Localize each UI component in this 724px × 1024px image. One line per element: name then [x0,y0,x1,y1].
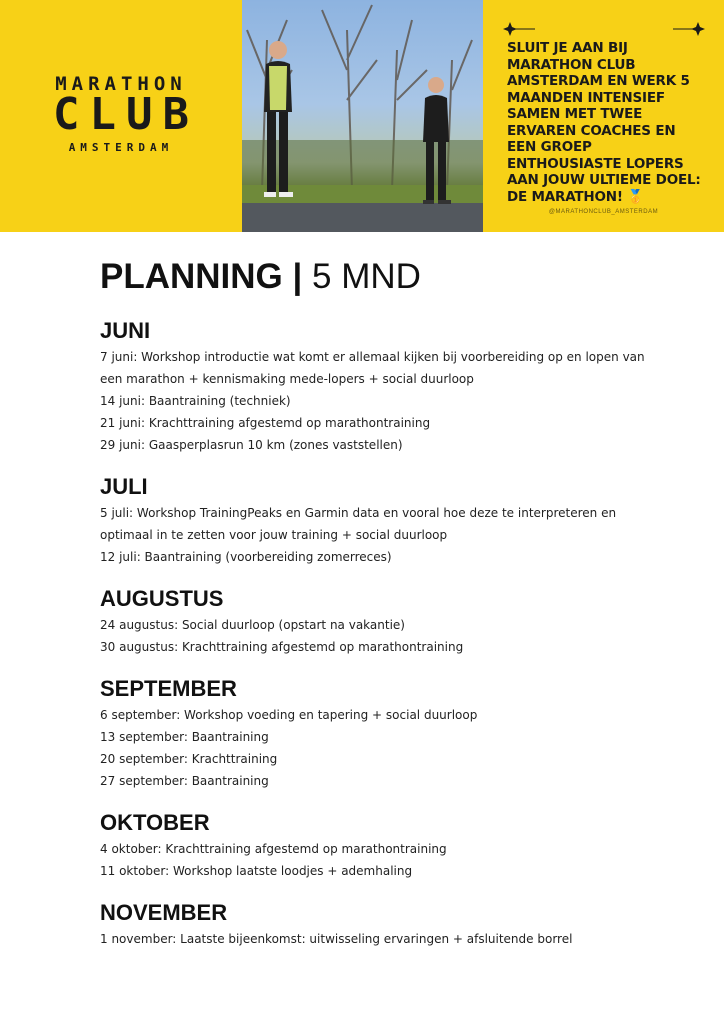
schedule-item: 13 september: Baantraining [100,730,269,744]
tagline-panel [483,0,724,232]
month-heading: OKTOBER [100,810,210,835]
schedule-item: 24 augustus: Social duurloop (opstart na vakantie) [100,618,405,632]
schedule-item: 29 juni: Gaasperplasrun 10 km (zones vaststellen) [100,438,403,452]
page-title [100,256,660,298]
coaches-photo-illustration [242,0,483,232]
coaches-photo [242,0,483,232]
schedule-item: 14 juni: Baantraining (techniek) [100,394,291,408]
month-section [100,318,660,456]
month-heading: AUGUSTUS [100,586,224,611]
schedule-item: 6 september: Workshop voeding en tapering + social duurloop [100,708,478,722]
page-title-bold: PLANNING | [100,257,303,296]
page-title-duration: 5 MND [312,257,421,296]
planning-sections [100,318,660,950]
month-heading: SEPTEMBER [100,676,237,701]
month-section [100,900,660,950]
logo-text-club: CLUB [53,89,199,140]
month-heading: JUNI [100,318,151,343]
header-banner [0,0,724,232]
month-section [100,676,660,792]
logo-panel [0,0,242,232]
schedule-item: 5 juli: Workshop TrainingPeaks en Garmin data en vooral hoe deze te interpreteren en optimaal in te zetten voor jouw training + social duurloop [100,506,617,542]
schedule-item: 30 augustus: Krachttraining afgestemd op marathontraining [100,640,464,654]
month-section [100,810,660,882]
logo-text-amsterdam: AMSTERDAM [68,141,174,154]
schedule-item: 7 juni: Workshop introductie wat komt er allemaal kijken bij voorbereiding op en lopen van een marathon + kennismaking mede-lopers + social duurloop [100,350,645,386]
schedule-item: 27 september: Baantraining [100,774,269,788]
social-handle: @MARATHONCLUB_AMSTERDAM [548,209,659,215]
month-section [100,586,660,658]
schedule-item: 4 oktober: Krachttraining afgestemd op marathontraining [100,842,447,856]
month-heading: NOVEMBER [100,900,228,925]
schedule-item: 12 juli: Baantraining (voorbereiding zomerreces) [100,550,392,564]
schedule-item: 21 juni: Krachttraining afgestemd op marathontraining [100,416,431,430]
tagline-text: SLUIT JE AAN BIJ MARATHON CLUB AMSTERDAM EN WERK 5 MAANDEN INTENSIEF SAMEN MET TWEE ERVAREN COACHES EN EEN GROEP ENTHOUSIASTE LOPERS AAN JOUW ULTIEME DOEL: DE MARATHON! 🥇 [507,40,701,205]
sparkle-icon [673,22,705,36]
logo-text-marathon: MARATHON [55,73,187,95]
schedule-item: 1 november: Laatste bijeenkomst: uitwisseling ervaringen + afsluitende borrel [100,932,573,946]
month-heading: JULI [100,474,148,499]
sparkle-icon [503,22,535,36]
schedule-item: 20 september: Krachttraining [100,752,278,766]
schedule-item: 11 oktober: Workshop laatste loodjes + ademhaling [100,864,413,878]
month-section [100,474,660,568]
planning-content [100,256,660,950]
